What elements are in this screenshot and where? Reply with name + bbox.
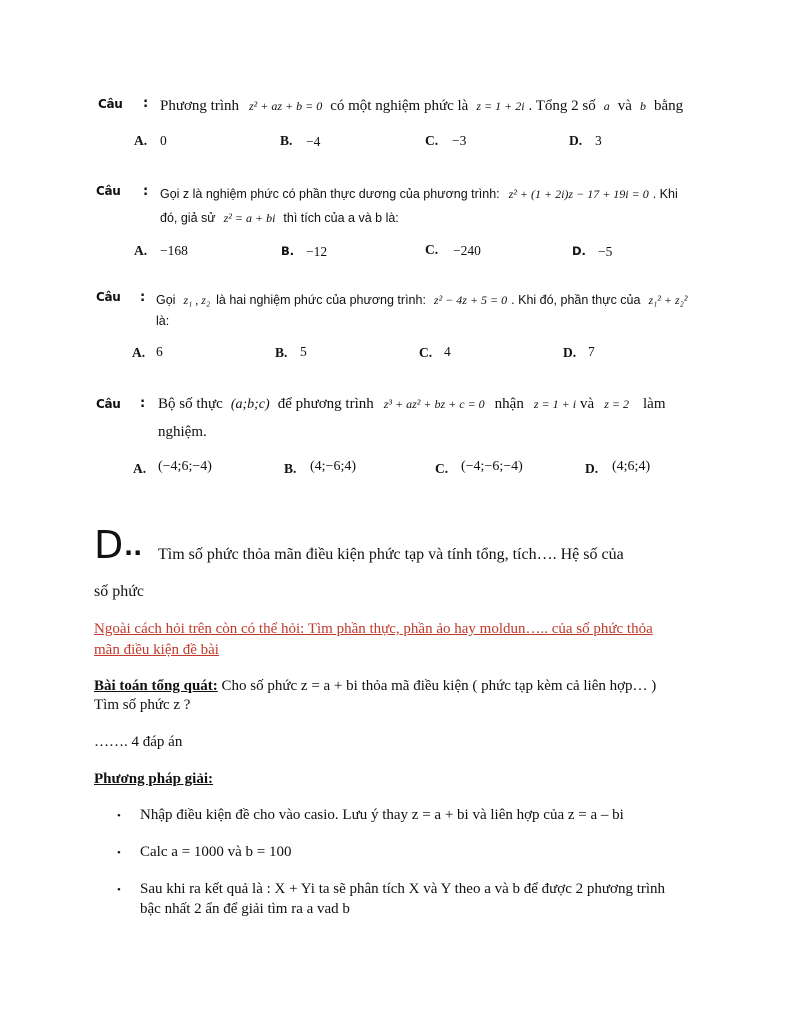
option-value: 7: [588, 344, 595, 359]
option-letter: D.: [563, 345, 577, 360]
option-value: (4;−6;4): [310, 459, 356, 474]
option-letter: C.: [425, 133, 439, 148]
question-label: Câu: [96, 290, 121, 304]
equation: z² − 4z + 5 = 0: [433, 293, 508, 307]
option-letter: A.: [134, 243, 148, 258]
option-value: −3: [452, 133, 467, 148]
question-text: Phương trình z² + az + b = 0 có một nghiệm phức là z = 1 + 2i . Tổng 2 số a và b bằng: [160, 98, 684, 114]
option-letter: B.: [284, 461, 297, 476]
option-value: (−4;6;−4): [158, 459, 212, 474]
problem-text: Cho số phức z = a + bi thỏa mã điều kiện ( phức tạp kèm cả liên hợp… ): [221, 678, 657, 694]
option-letter: C.: [435, 461, 449, 476]
section-letter: D: [94, 523, 124, 567]
method-item: Sau khi ra kết quả là : X + Yi ta sẽ phân tích X và Y theo a và b để được 2 phương trình: [140, 881, 666, 897]
question-text: Gọi z là nghiệm phức có phần thực dương của phương trình: z² + (1 + 2i)z − 17 + 19i = 0 . Khi: [160, 187, 678, 201]
option-letter: D.: [585, 461, 599, 476]
method-heading: Phương pháp giải:: [94, 771, 214, 787]
question-colon: :: [140, 396, 146, 411]
question-label: Câu: [98, 97, 123, 111]
note-line: mãn điều kiện đề bài: [94, 642, 219, 658]
option-value: 0: [160, 133, 167, 148]
option-letter: A.: [132, 345, 146, 360]
section-title-line2: số phức: [94, 583, 144, 600]
method-item: Nhập điều kiện đề cho vào casio. Lưu ý thay z = a + bi và liên hợp của z = a – bi: [140, 807, 624, 823]
option-letter: A.: [133, 461, 147, 476]
bullet: •: [117, 810, 121, 822]
option-letter: B.: [280, 133, 293, 148]
option-value: 5: [300, 344, 307, 359]
root: z = 1 + 2i: [476, 99, 525, 113]
question-label: Câu: [96, 184, 121, 198]
option-value: −4: [306, 134, 321, 149]
problem-text-line2: Tìm số phức z ?: [94, 697, 191, 713]
option-value: (−4;−6;−4): [461, 459, 523, 474]
equation: z² + (1 + 2i)z − 17 + 19i = 0: [508, 187, 649, 201]
bullet: •: [117, 884, 121, 896]
equation: z² + az + b = 0: [248, 99, 323, 113]
option-letter: B.: [281, 244, 295, 258]
question-label: Câu: [96, 397, 121, 411]
question-text-line2: nghiệm.: [158, 424, 207, 440]
option-letter: C.: [419, 345, 433, 360]
option-value: 3: [595, 133, 602, 148]
method-item: Calc a = 1000 và b = 100: [140, 844, 292, 860]
option-letter: D.: [572, 244, 586, 258]
option-value: −5: [598, 244, 613, 259]
option-letter: B.: [275, 345, 288, 360]
method-item-line2: bậc nhất 2 ẩn để giải tìm ra a vad b: [140, 901, 350, 917]
question-colon: :: [143, 96, 149, 111]
note-line: Ngoài cách hỏi trên còn có thể hỏi: Tìm phần thực, phần ảo hay moldun….. của số phức thỏa: [94, 621, 653, 637]
bullet: •: [117, 847, 121, 859]
option-letter: C.: [425, 242, 439, 257]
option-value: 6: [156, 344, 163, 359]
equation: z³ + az² + bz + c = 0: [383, 397, 485, 411]
option-value: (4;6;4): [612, 459, 651, 474]
section-dots: ..: [124, 533, 143, 561]
option-letter: D.: [569, 133, 583, 148]
option-value: −12: [306, 244, 328, 259]
option-value: −168: [160, 243, 188, 258]
question-text: Gọi z₁ , z₂ là hai nghiệm phức của phương trình: z² − 4z + 5 = 0 . Khi đó, phần thực của z₁² + z₂²: [156, 293, 688, 307]
option-letter: A.: [134, 133, 148, 148]
question-text-line2: đó, giả sử z² = a + bi thì tích của a và b là:: [160, 211, 399, 225]
option-value: −240: [453, 243, 481, 258]
answers-line: ……. 4 đáp án: [94, 734, 183, 750]
question-text-line2: là:: [156, 314, 170, 328]
option-value: 4: [444, 344, 451, 359]
problem-heading: Bài toán tổng quát:: [94, 678, 218, 694]
question-text: Bộ số thực (a;b;c) để phương trình z³ + az² + bz + c = 0 nhận z = 1 + i và z = 2 làm: [158, 396, 666, 412]
question-colon: :: [143, 184, 149, 199]
question-colon: :: [140, 290, 146, 305]
section-title: Tìm số phức thỏa mãn điều kiện phức tạp và tính tổng, tích…. Hệ số của: [158, 546, 624, 563]
